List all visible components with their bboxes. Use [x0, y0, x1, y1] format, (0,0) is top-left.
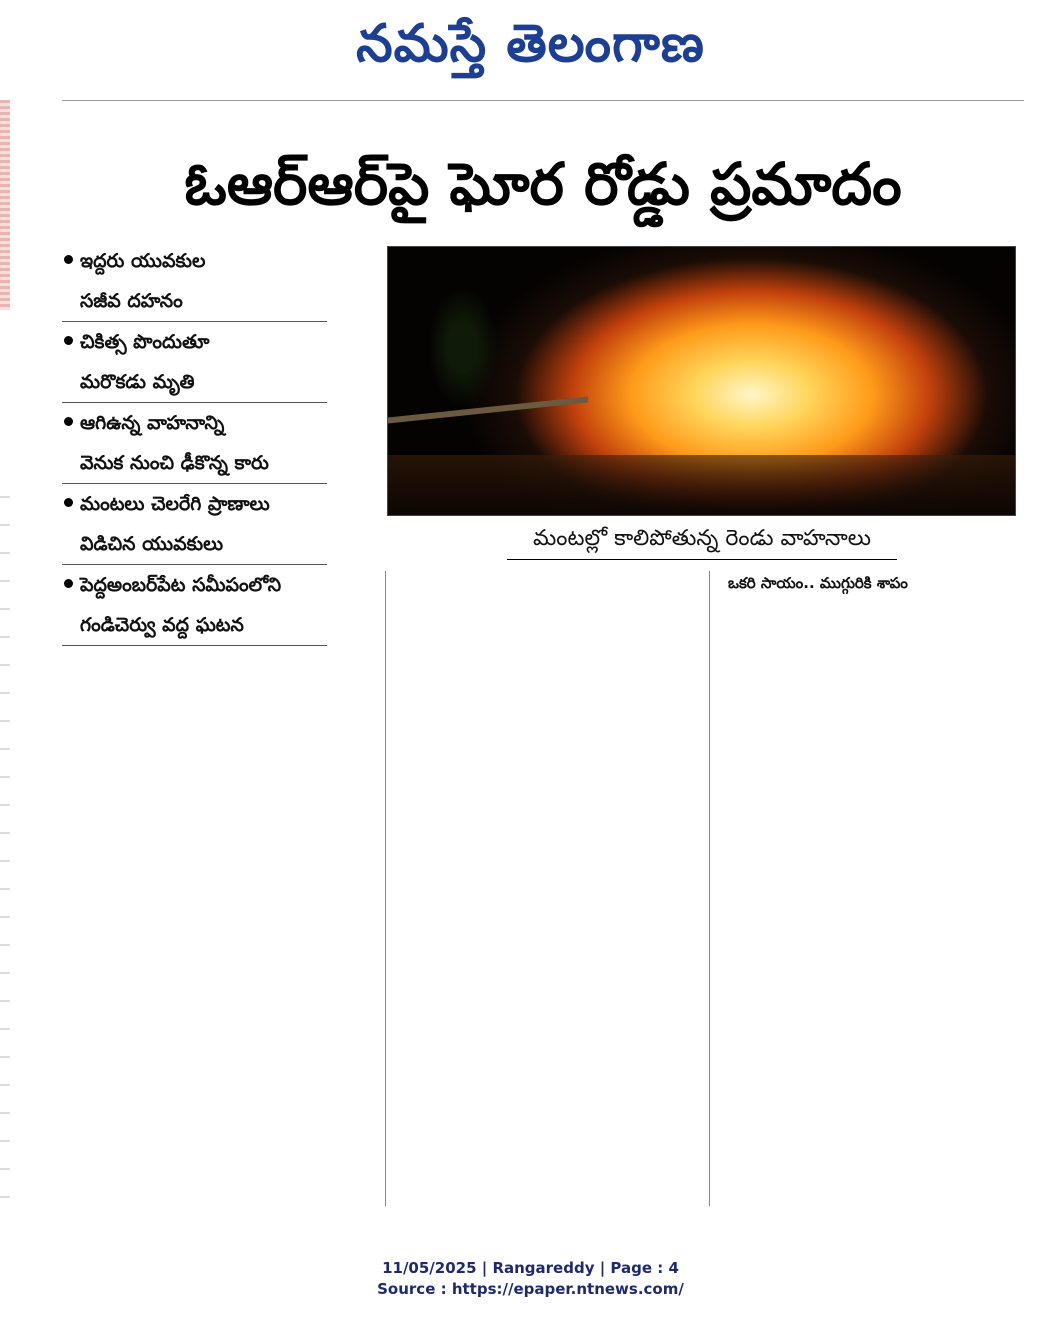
adjacent-clipping-edge	[0, 100, 10, 310]
highlights-list	[62, 241, 327, 646]
highlight-line: మంటలు చెలరేగి ప్రాణాలు	[80, 493, 270, 515]
highlight-line: గండిచెర్వు వద్ద ఘటన	[80, 614, 244, 636]
footer-source: Source : https://epaper.ntnews.com/	[377, 1280, 684, 1298]
highlight-item	[62, 565, 327, 646]
article-clipping	[62, 100, 1024, 1209]
highlight-item	[62, 403, 327, 484]
highlight-item	[62, 322, 327, 403]
tree-silhouette	[428, 287, 498, 407]
highlight-line: విడిచిన యువకులు	[80, 533, 224, 555]
photo-caption: మంటల్లో కాలిపోతున్న రెండు వాహనాలు	[507, 519, 897, 560]
column-subhead: ఒకరి సాయం.. ముగ్గురికి శాపం	[728, 574, 908, 592]
adjacent-column-edge	[0, 470, 10, 1210]
highlight-line: ఇద్దరు యువకుల	[80, 250, 206, 272]
highlight-line: పెద్దఅంబర్‌పేట సమీపంలోని	[80, 574, 282, 596]
headline: ఓఆర్ఆర్‌పై ఘోర రోడ్డు ప్రమాదం	[184, 150, 902, 218]
highlight-item	[62, 484, 327, 565]
masthead: నమస్తే తెలంగాణ	[356, 14, 705, 74]
highlight-line: సజీవ దహనం	[80, 290, 183, 312]
highlight-line: మరొకడు మృతి	[80, 371, 195, 393]
page-footer	[0, 1258, 1061, 1300]
article-column-1	[90, 651, 385, 1196]
road-surface	[388, 455, 1015, 515]
highlight-line: ఆగిఉన్న వాహనాన్ని	[80, 412, 225, 434]
burning-vehicles-photo	[387, 246, 1016, 516]
article-column-2	[385, 571, 692, 1206]
footer-date-edition: 11/05/2025 | Rangareddy | Page : 4	[382, 1259, 679, 1277]
highlight-line: వెనుక నుంచి ఢీకొన్న కారు	[80, 452, 269, 474]
highlight-item	[62, 241, 327, 322]
article-column-3	[709, 571, 1025, 1206]
highlight-line: చికిత్స పొందుతూ	[80, 331, 210, 353]
